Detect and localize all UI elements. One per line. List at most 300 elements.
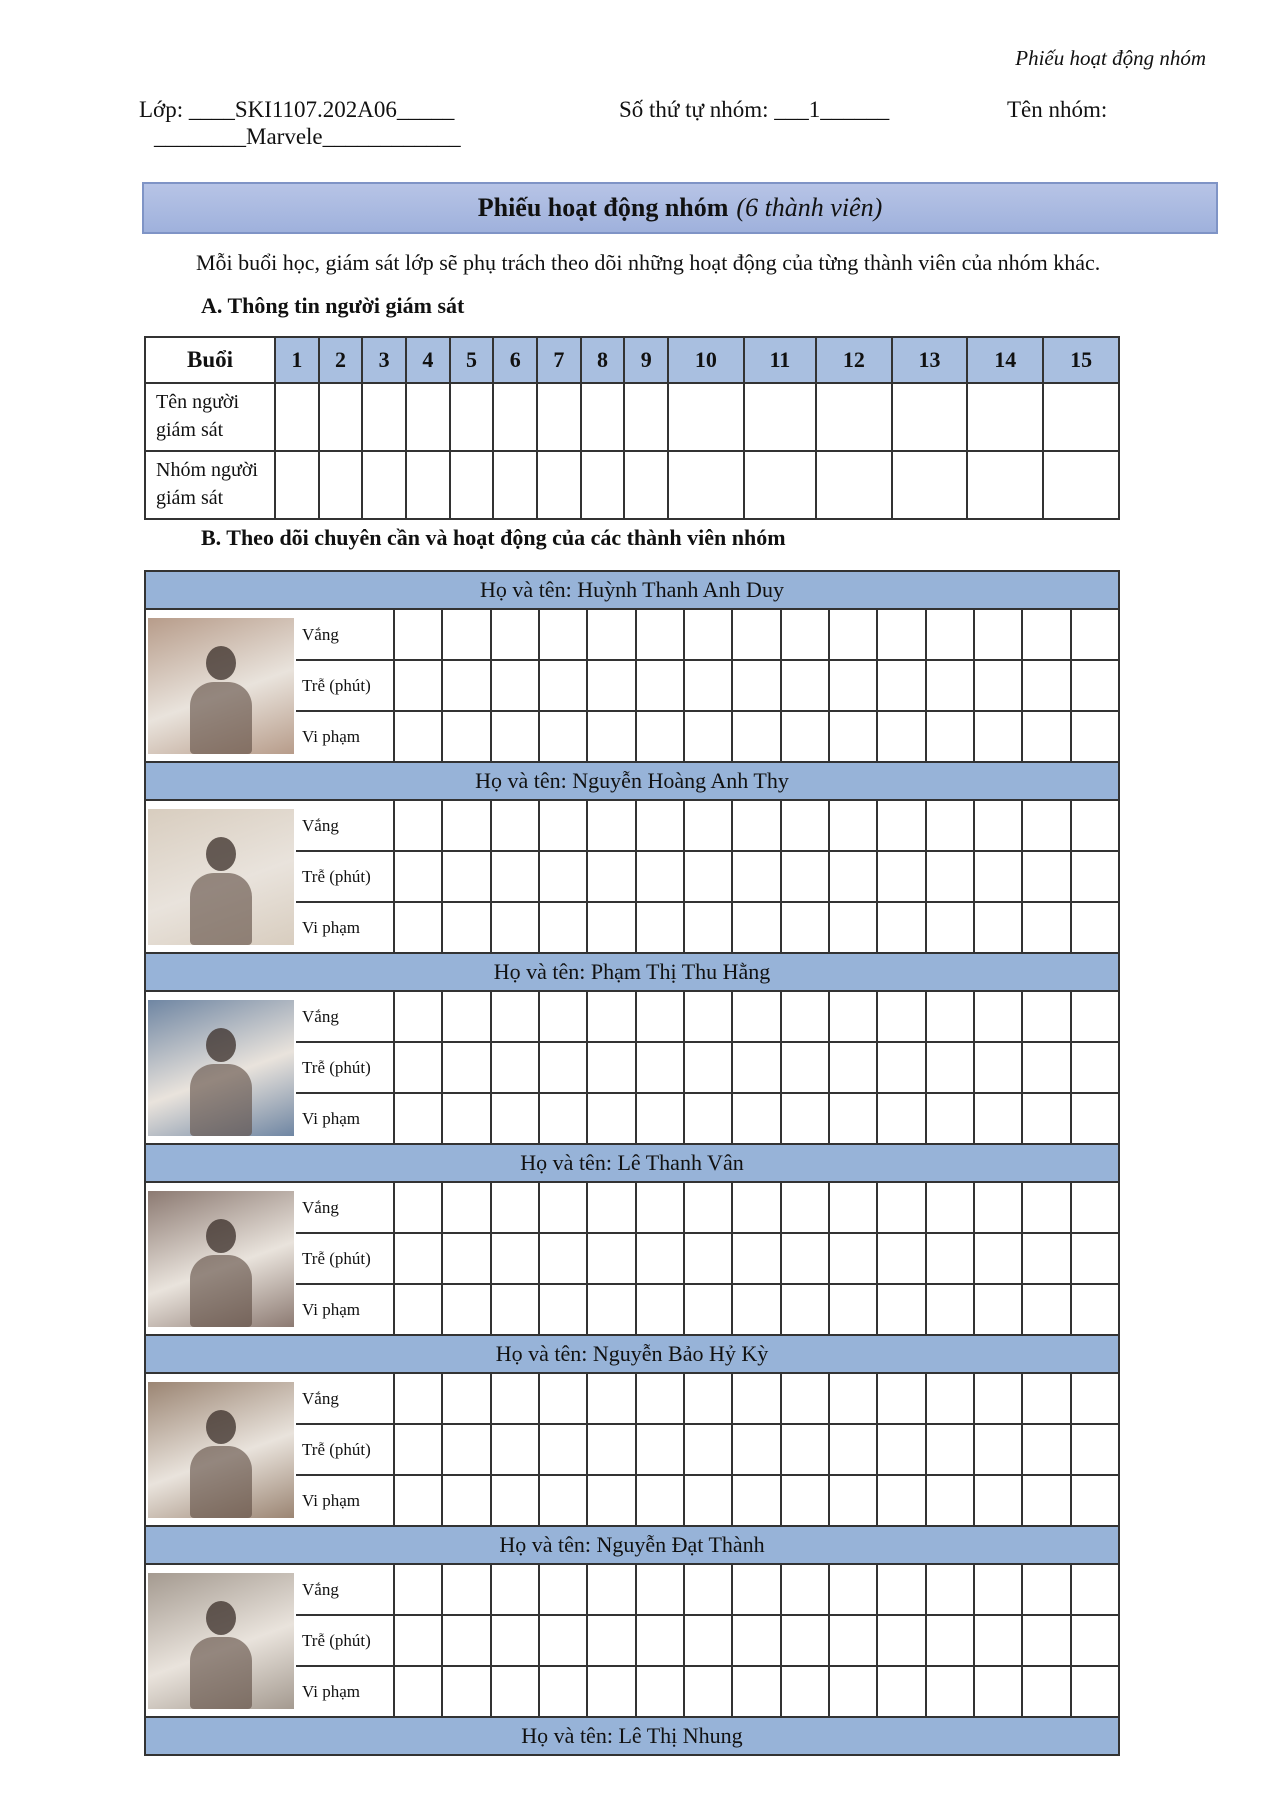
supervisor-cell[interactable] <box>406 383 450 451</box>
tracking-cell[interactable] <box>1071 1042 1119 1093</box>
tracking-cell[interactable] <box>684 800 732 851</box>
tracking-cell[interactable] <box>1071 711 1119 762</box>
tracking-cell[interactable] <box>732 609 780 660</box>
supervisor-cell[interactable] <box>892 451 968 519</box>
supervisor-cell[interactable] <box>450 383 494 451</box>
supervisor-cell[interactable] <box>537 451 581 519</box>
supervisor-cell[interactable] <box>581 383 625 451</box>
supervisor-cell[interactable] <box>275 451 319 519</box>
tracking-cell[interactable] <box>539 851 587 902</box>
supervisor-cell[interactable] <box>362 383 406 451</box>
tracking-cell[interactable] <box>491 1615 539 1666</box>
tracking-cell[interactable] <box>1071 1666 1119 1717</box>
tracking-cell[interactable] <box>974 1284 1022 1335</box>
tracking-cell[interactable] <box>442 851 490 902</box>
tracking-cell[interactable] <box>1071 660 1119 711</box>
tracking-cell[interactable] <box>877 1475 925 1526</box>
tracking-cell[interactable] <box>587 609 635 660</box>
tracking-cell[interactable] <box>636 1564 684 1615</box>
tracking-cell[interactable] <box>491 1424 539 1475</box>
tracking-cell[interactable] <box>491 1373 539 1424</box>
tracking-cell[interactable] <box>442 1475 490 1526</box>
supervisor-cell[interactable] <box>406 451 450 519</box>
tracking-cell[interactable] <box>732 660 780 711</box>
tracking-cell[interactable] <box>974 1233 1022 1284</box>
tracking-cell[interactable] <box>394 1615 442 1666</box>
tracking-cell[interactable] <box>829 1233 877 1284</box>
tracking-cell[interactable] <box>539 1233 587 1284</box>
tracking-cell[interactable] <box>1022 1615 1070 1666</box>
tracking-cell[interactable] <box>491 1475 539 1526</box>
tracking-cell[interactable] <box>926 660 974 711</box>
tracking-cell[interactable] <box>1071 1284 1119 1335</box>
tracking-cell[interactable] <box>587 1475 635 1526</box>
tracking-cell[interactable] <box>587 1666 635 1717</box>
tracking-cell[interactable] <box>539 1373 587 1424</box>
tracking-cell[interactable] <box>394 1284 442 1335</box>
tracking-cell[interactable] <box>877 902 925 953</box>
tracking-cell[interactable] <box>732 902 780 953</box>
tracking-cell[interactable] <box>491 1284 539 1335</box>
tracking-cell[interactable] <box>442 1093 490 1144</box>
tracking-cell[interactable] <box>781 660 829 711</box>
tracking-cell[interactable] <box>442 1615 490 1666</box>
tracking-cell[interactable] <box>442 1042 490 1093</box>
tracking-cell[interactable] <box>636 609 684 660</box>
tracking-cell[interactable] <box>974 851 1022 902</box>
tracking-cell[interactable] <box>587 1615 635 1666</box>
tracking-cell[interactable] <box>781 851 829 902</box>
tracking-cell[interactable] <box>974 902 1022 953</box>
tracking-cell[interactable] <box>974 609 1022 660</box>
tracking-cell[interactable] <box>732 1475 780 1526</box>
tracking-cell[interactable] <box>877 1564 925 1615</box>
tracking-cell[interactable] <box>587 800 635 851</box>
tracking-cell[interactable] <box>394 1564 442 1615</box>
tracking-cell[interactable] <box>829 1182 877 1233</box>
tracking-cell[interactable] <box>974 1182 1022 1233</box>
tracking-cell[interactable] <box>926 1475 974 1526</box>
tracking-cell[interactable] <box>1071 1373 1119 1424</box>
tracking-cell[interactable] <box>1022 1284 1070 1335</box>
tracking-cell[interactable] <box>684 609 732 660</box>
tracking-cell[interactable] <box>636 1615 684 1666</box>
tracking-cell[interactable] <box>1022 609 1070 660</box>
tracking-cell[interactable] <box>732 1284 780 1335</box>
tracking-cell[interactable] <box>877 800 925 851</box>
tracking-cell[interactable] <box>877 1615 925 1666</box>
tracking-cell[interactable] <box>442 1233 490 1284</box>
tracking-cell[interactable] <box>974 1373 1022 1424</box>
tracking-cell[interactable] <box>539 1424 587 1475</box>
tracking-cell[interactable] <box>394 1373 442 1424</box>
supervisor-cell[interactable] <box>624 451 668 519</box>
tracking-cell[interactable] <box>926 800 974 851</box>
tracking-cell[interactable] <box>394 660 442 711</box>
tracking-cell[interactable] <box>491 851 539 902</box>
tracking-cell[interactable] <box>684 1373 732 1424</box>
tracking-cell[interactable] <box>1022 711 1070 762</box>
tracking-cell[interactable] <box>926 1564 974 1615</box>
tracking-cell[interactable] <box>877 1233 925 1284</box>
tracking-cell[interactable] <box>829 902 877 953</box>
tracking-cell[interactable] <box>491 991 539 1042</box>
tracking-cell[interactable] <box>1022 1373 1070 1424</box>
tracking-cell[interactable] <box>394 851 442 902</box>
supervisor-cell[interactable] <box>744 383 816 451</box>
tracking-cell[interactable] <box>539 1093 587 1144</box>
tracking-cell[interactable] <box>1071 609 1119 660</box>
tracking-cell[interactable] <box>684 902 732 953</box>
tracking-cell[interactable] <box>1071 1424 1119 1475</box>
tracking-cell[interactable] <box>781 1093 829 1144</box>
tracking-cell[interactable] <box>1071 1093 1119 1144</box>
tracking-cell[interactable] <box>974 1615 1022 1666</box>
tracking-cell[interactable] <box>1071 1475 1119 1526</box>
tracking-cell[interactable] <box>974 1093 1022 1144</box>
tracking-cell[interactable] <box>926 1424 974 1475</box>
tracking-cell[interactable] <box>926 1093 974 1144</box>
tracking-cell[interactable] <box>877 660 925 711</box>
tracking-cell[interactable] <box>974 991 1022 1042</box>
tracking-cell[interactable] <box>539 1564 587 1615</box>
tracking-cell[interactable] <box>732 711 780 762</box>
tracking-cell[interactable] <box>829 1373 877 1424</box>
tracking-cell[interactable] <box>926 1615 974 1666</box>
tracking-cell[interactable] <box>926 1233 974 1284</box>
tracking-cell[interactable] <box>781 1233 829 1284</box>
tracking-cell[interactable] <box>781 609 829 660</box>
tracking-cell[interactable] <box>684 1615 732 1666</box>
tracking-cell[interactable] <box>636 1373 684 1424</box>
tracking-cell[interactable] <box>491 1093 539 1144</box>
tracking-cell[interactable] <box>926 1373 974 1424</box>
tracking-cell[interactable] <box>684 1284 732 1335</box>
tracking-cell[interactable] <box>732 1182 780 1233</box>
tracking-cell[interactable] <box>491 800 539 851</box>
tracking-cell[interactable] <box>636 1233 684 1284</box>
tracking-cell[interactable] <box>732 1373 780 1424</box>
tracking-cell[interactable] <box>394 902 442 953</box>
tracking-cell[interactable] <box>1022 1093 1070 1144</box>
tracking-cell[interactable] <box>781 1564 829 1615</box>
tracking-cell[interactable] <box>636 660 684 711</box>
tracking-cell[interactable] <box>442 660 490 711</box>
tracking-cell[interactable] <box>394 1093 442 1144</box>
tracking-cell[interactable] <box>539 1182 587 1233</box>
tracking-cell[interactable] <box>877 991 925 1042</box>
supervisor-cell[interactable] <box>275 383 319 451</box>
tracking-cell[interactable] <box>587 851 635 902</box>
supervisor-cell[interactable] <box>816 451 892 519</box>
tracking-cell[interactable] <box>732 851 780 902</box>
tracking-cell[interactable] <box>1022 1233 1070 1284</box>
tracking-cell[interactable] <box>974 1666 1022 1717</box>
tracking-cell[interactable] <box>636 1182 684 1233</box>
tracking-cell[interactable] <box>877 1284 925 1335</box>
tracking-cell[interactable] <box>1022 1475 1070 1526</box>
tracking-cell[interactable] <box>587 902 635 953</box>
tracking-cell[interactable] <box>926 609 974 660</box>
tracking-cell[interactable] <box>877 1666 925 1717</box>
tracking-cell[interactable] <box>587 1233 635 1284</box>
tracking-cell[interactable] <box>1022 1182 1070 1233</box>
supervisor-cell[interactable] <box>493 383 537 451</box>
tracking-cell[interactable] <box>684 1564 732 1615</box>
tracking-cell[interactable] <box>442 1666 490 1717</box>
tracking-cell[interactable] <box>442 800 490 851</box>
tracking-cell[interactable] <box>829 1475 877 1526</box>
tracking-cell[interactable] <box>539 800 587 851</box>
supervisor-cell[interactable] <box>967 451 1043 519</box>
tracking-cell[interactable] <box>732 1233 780 1284</box>
tracking-cell[interactable] <box>829 1615 877 1666</box>
tracking-cell[interactable] <box>877 609 925 660</box>
tracking-cell[interactable] <box>491 609 539 660</box>
tracking-cell[interactable] <box>1022 1564 1070 1615</box>
tracking-cell[interactable] <box>442 1182 490 1233</box>
supervisor-cell[interactable] <box>668 383 744 451</box>
tracking-cell[interactable] <box>394 991 442 1042</box>
tracking-cell[interactable] <box>781 711 829 762</box>
supervisor-cell[interactable] <box>1043 451 1119 519</box>
tracking-cell[interactable] <box>829 609 877 660</box>
tracking-cell[interactable] <box>732 1424 780 1475</box>
tracking-cell[interactable] <box>491 1042 539 1093</box>
tracking-cell[interactable] <box>732 1042 780 1093</box>
tracking-cell[interactable] <box>974 660 1022 711</box>
tracking-cell[interactable] <box>781 991 829 1042</box>
tracking-cell[interactable] <box>732 800 780 851</box>
tracking-cell[interactable] <box>877 1182 925 1233</box>
tracking-cell[interactable] <box>491 1564 539 1615</box>
tracking-cell[interactable] <box>539 991 587 1042</box>
tracking-cell[interactable] <box>636 991 684 1042</box>
tracking-cell[interactable] <box>394 711 442 762</box>
supervisor-cell[interactable] <box>537 383 581 451</box>
tracking-cell[interactable] <box>732 1666 780 1717</box>
tracking-cell[interactable] <box>974 1424 1022 1475</box>
tracking-cell[interactable] <box>394 1424 442 1475</box>
supervisor-cell[interactable] <box>816 383 892 451</box>
tracking-cell[interactable] <box>829 1564 877 1615</box>
tracking-cell[interactable] <box>684 660 732 711</box>
tracking-cell[interactable] <box>926 1284 974 1335</box>
tracking-cell[interactable] <box>926 711 974 762</box>
tracking-cell[interactable] <box>877 711 925 762</box>
tracking-cell[interactable] <box>877 1042 925 1093</box>
tracking-cell[interactable] <box>1022 851 1070 902</box>
tracking-cell[interactable] <box>829 1284 877 1335</box>
tracking-cell[interactable] <box>1071 800 1119 851</box>
tracking-cell[interactable] <box>732 1564 780 1615</box>
supervisor-cell[interactable] <box>668 451 744 519</box>
supervisor-cell[interactable] <box>624 383 668 451</box>
tracking-cell[interactable] <box>974 1475 1022 1526</box>
tracking-cell[interactable] <box>1071 902 1119 953</box>
tracking-cell[interactable] <box>394 800 442 851</box>
tracking-cell[interactable] <box>539 902 587 953</box>
tracking-cell[interactable] <box>587 1042 635 1093</box>
tracking-cell[interactable] <box>442 991 490 1042</box>
tracking-cell[interactable] <box>926 1042 974 1093</box>
tracking-cell[interactable] <box>394 609 442 660</box>
tracking-cell[interactable] <box>684 1042 732 1093</box>
tracking-cell[interactable] <box>781 1475 829 1526</box>
tracking-cell[interactable] <box>539 1284 587 1335</box>
tracking-cell[interactable] <box>781 1284 829 1335</box>
tracking-cell[interactable] <box>829 1093 877 1144</box>
tracking-cell[interactable] <box>587 711 635 762</box>
tracking-cell[interactable] <box>587 660 635 711</box>
tracking-cell[interactable] <box>394 1475 442 1526</box>
tracking-cell[interactable] <box>974 711 1022 762</box>
tracking-cell[interactable] <box>1022 991 1070 1042</box>
tracking-cell[interactable] <box>442 1373 490 1424</box>
tracking-cell[interactable] <box>539 1666 587 1717</box>
tracking-cell[interactable] <box>491 1233 539 1284</box>
tracking-cell[interactable] <box>1071 1182 1119 1233</box>
tracking-cell[interactable] <box>394 1182 442 1233</box>
tracking-cell[interactable] <box>394 1042 442 1093</box>
tracking-cell[interactable] <box>394 1666 442 1717</box>
tracking-cell[interactable] <box>442 609 490 660</box>
tracking-cell[interactable] <box>684 1182 732 1233</box>
tracking-cell[interactable] <box>442 711 490 762</box>
tracking-cell[interactable] <box>1071 991 1119 1042</box>
tracking-cell[interactable] <box>491 711 539 762</box>
supervisor-cell[interactable] <box>744 451 816 519</box>
tracking-cell[interactable] <box>684 1424 732 1475</box>
tracking-cell[interactable] <box>829 991 877 1042</box>
tracking-cell[interactable] <box>491 902 539 953</box>
tracking-cell[interactable] <box>877 1093 925 1144</box>
tracking-cell[interactable] <box>684 1666 732 1717</box>
tracking-cell[interactable] <box>636 800 684 851</box>
tracking-cell[interactable] <box>587 1564 635 1615</box>
tracking-cell[interactable] <box>1022 1424 1070 1475</box>
tracking-cell[interactable] <box>684 1475 732 1526</box>
tracking-cell[interactable] <box>781 1666 829 1717</box>
supervisor-cell[interactable] <box>581 451 625 519</box>
tracking-cell[interactable] <box>829 800 877 851</box>
tracking-cell[interactable] <box>829 711 877 762</box>
tracking-cell[interactable] <box>587 1284 635 1335</box>
tracking-cell[interactable] <box>877 851 925 902</box>
tracking-cell[interactable] <box>926 1666 974 1717</box>
supervisor-cell[interactable] <box>319 383 363 451</box>
tracking-cell[interactable] <box>636 1475 684 1526</box>
tracking-cell[interactable] <box>636 1424 684 1475</box>
tracking-cell[interactable] <box>587 1182 635 1233</box>
supervisor-cell[interactable] <box>362 451 406 519</box>
supervisor-cell[interactable] <box>892 383 968 451</box>
tracking-cell[interactable] <box>926 851 974 902</box>
tracking-cell[interactable] <box>491 1666 539 1717</box>
tracking-cell[interactable] <box>829 660 877 711</box>
tracking-cell[interactable] <box>442 1424 490 1475</box>
tracking-cell[interactable] <box>1022 1666 1070 1717</box>
tracking-cell[interactable] <box>587 1093 635 1144</box>
tracking-cell[interactable] <box>539 660 587 711</box>
tracking-cell[interactable] <box>781 1042 829 1093</box>
tracking-cell[interactable] <box>442 1284 490 1335</box>
tracking-cell[interactable] <box>587 1424 635 1475</box>
tracking-cell[interactable] <box>732 991 780 1042</box>
tracking-cell[interactable] <box>636 851 684 902</box>
tracking-cell[interactable] <box>829 1424 877 1475</box>
tracking-cell[interactable] <box>781 1424 829 1475</box>
tracking-cell[interactable] <box>491 660 539 711</box>
tracking-cell[interactable] <box>974 800 1022 851</box>
supervisor-cell[interactable] <box>450 451 494 519</box>
tracking-cell[interactable] <box>829 851 877 902</box>
supervisor-cell[interactable] <box>1043 383 1119 451</box>
tracking-cell[interactable] <box>781 1182 829 1233</box>
tracking-cell[interactable] <box>394 1233 442 1284</box>
tracking-cell[interactable] <box>539 1042 587 1093</box>
tracking-cell[interactable] <box>684 1233 732 1284</box>
tracking-cell[interactable] <box>636 1666 684 1717</box>
tracking-cell[interactable] <box>1022 902 1070 953</box>
tracking-cell[interactable] <box>877 1373 925 1424</box>
tracking-cell[interactable] <box>781 902 829 953</box>
tracking-cell[interactable] <box>1022 1042 1070 1093</box>
tracking-cell[interactable] <box>926 991 974 1042</box>
supervisor-cell[interactable] <box>493 451 537 519</box>
tracking-cell[interactable] <box>587 991 635 1042</box>
tracking-cell[interactable] <box>684 1093 732 1144</box>
tracking-cell[interactable] <box>877 1424 925 1475</box>
tracking-cell[interactable] <box>1022 800 1070 851</box>
tracking-cell[interactable] <box>732 1093 780 1144</box>
tracking-cell[interactable] <box>636 1284 684 1335</box>
tracking-cell[interactable] <box>491 1182 539 1233</box>
tracking-cell[interactable] <box>636 1042 684 1093</box>
tracking-cell[interactable] <box>781 1373 829 1424</box>
supervisor-cell[interactable] <box>319 451 363 519</box>
tracking-cell[interactable] <box>539 1475 587 1526</box>
tracking-cell[interactable] <box>539 711 587 762</box>
tracking-cell[interactable] <box>684 991 732 1042</box>
tracking-cell[interactable] <box>1071 1615 1119 1666</box>
tracking-cell[interactable] <box>926 1182 974 1233</box>
tracking-cell[interactable] <box>974 1042 1022 1093</box>
tracking-cell[interactable] <box>1022 660 1070 711</box>
tracking-cell[interactable] <box>781 1615 829 1666</box>
tracking-cell[interactable] <box>636 711 684 762</box>
tracking-cell[interactable] <box>1071 1233 1119 1284</box>
tracking-cell[interactable] <box>539 1615 587 1666</box>
tracking-cell[interactable] <box>442 902 490 953</box>
tracking-cell[interactable] <box>1071 1564 1119 1615</box>
tracking-cell[interactable] <box>442 1564 490 1615</box>
tracking-cell[interactable] <box>636 1093 684 1144</box>
tracking-cell[interactable] <box>684 851 732 902</box>
tracking-cell[interactable] <box>781 800 829 851</box>
tracking-cell[interactable] <box>829 1666 877 1717</box>
tracking-cell[interactable] <box>1071 851 1119 902</box>
tracking-cell[interactable] <box>974 1564 1022 1615</box>
tracking-cell[interactable] <box>926 902 974 953</box>
tracking-cell[interactable] <box>684 711 732 762</box>
tracking-cell[interactable] <box>587 1373 635 1424</box>
tracking-cell[interactable] <box>732 1615 780 1666</box>
tracking-cell[interactable] <box>829 1042 877 1093</box>
supervisor-cell[interactable] <box>967 383 1043 451</box>
tracking-cell[interactable] <box>539 609 587 660</box>
tracking-cell[interactable] <box>636 902 684 953</box>
